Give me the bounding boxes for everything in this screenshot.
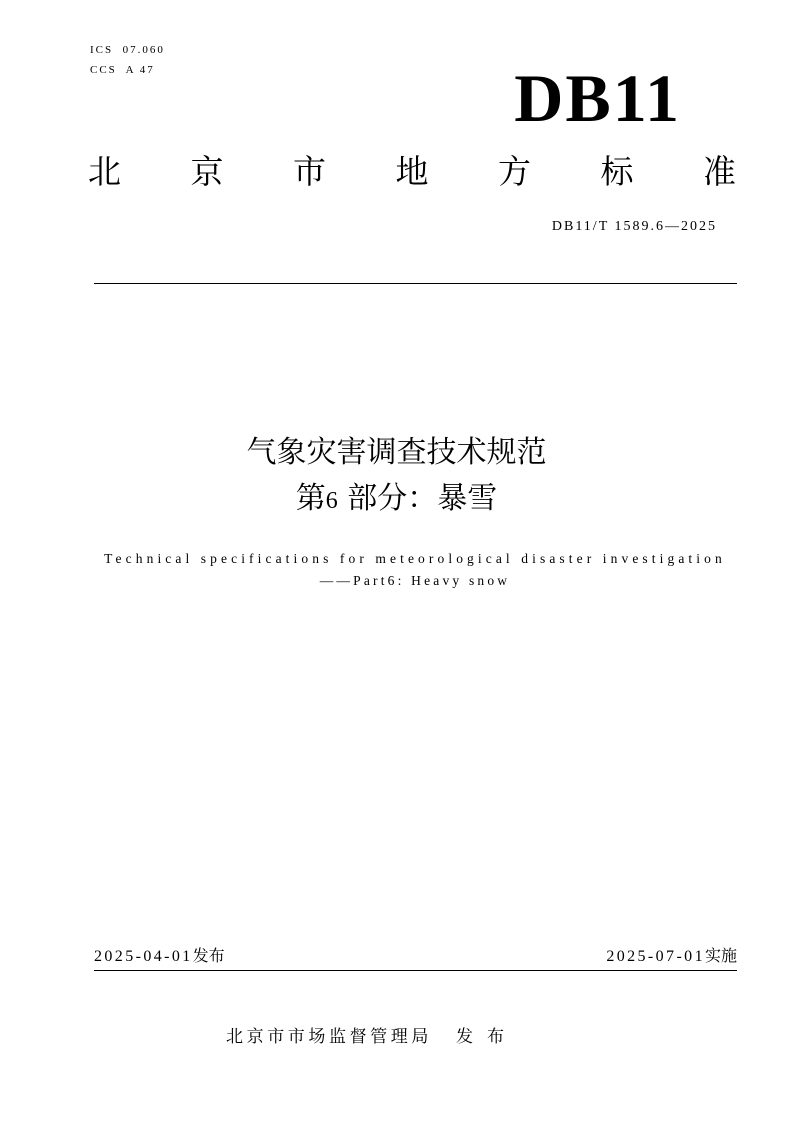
- standard-number: DB11/T 1589.6—2025: [551, 219, 717, 234]
- ics-code: ICS 07.060: [90, 44, 165, 56]
- standard-type-char: 北: [88, 152, 121, 191]
- standard-type-char: 准: [703, 152, 736, 191]
- db11-logo: DB11: [514, 60, 681, 136]
- publish-info: [94, 945, 225, 968]
- date-row: [94, 945, 737, 968]
- chinese-title: [0, 430, 793, 524]
- top-divider: [94, 283, 737, 284]
- part-suffix: 部分：暴雪: [347, 481, 498, 516]
- part-number: 6: [325, 488, 338, 514]
- standard-type-heading: [88, 150, 736, 194]
- standard-type-char: 市: [293, 152, 326, 191]
- implement-date: 2025-07-01: [606, 948, 705, 965]
- english-title-line-2: ——Part6: Heavy snow: [319, 573, 511, 588]
- ccs-code: CCS A 47: [90, 64, 155, 76]
- publish-label: 发布: [192, 946, 225, 965]
- standard-type-char: 地: [395, 152, 429, 191]
- issuer-label: 发布: [456, 1027, 518, 1047]
- standard-type-char: 京: [190, 152, 224, 191]
- classification-codes: [90, 40, 165, 80]
- standard-type-char: 标: [600, 152, 634, 191]
- part-prefix: 第: [295, 481, 326, 516]
- implement-info: [606, 945, 737, 968]
- english-title-line-1: Technical specifications for meteorological disaster investigation: [104, 551, 726, 566]
- bottom-divider: [94, 970, 737, 971]
- standard-type-char: 方: [498, 152, 531, 191]
- publish-date: 2025-04-01: [94, 948, 193, 965]
- implement-label: 实施: [704, 946, 737, 965]
- chinese-title-line-1: 气象灾害调查技术规范: [246, 435, 547, 470]
- english-title: [0, 548, 793, 592]
- issuing-authority: [226, 1025, 518, 1049]
- issuer-name: 北京市市场监督管理局: [226, 1027, 432, 1047]
- chinese-title-line-2: [0, 476, 793, 524]
